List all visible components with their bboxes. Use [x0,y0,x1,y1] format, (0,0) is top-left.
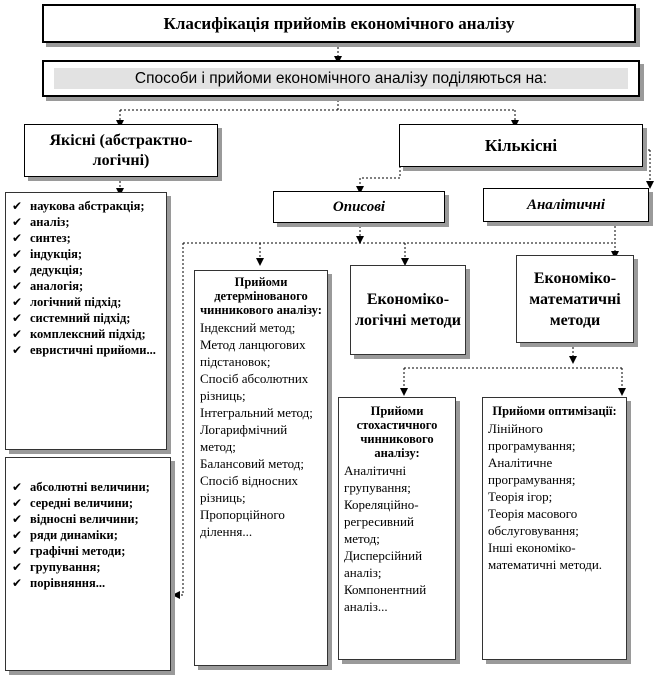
analytical-label: Аналітичні [526,196,606,213]
stochastic-list [344,462,450,615]
list-item: ✔ аналогія; [10,279,162,294]
list-item: Спосіб абсолютних різниць; [200,371,309,403]
qualitative-list-box [5,192,167,450]
list-item: Аналітичне програмування; [488,455,576,487]
list-item: Аналітичні групування; [344,463,411,495]
descriptive-list-box [5,457,171,671]
optimization-title: Прийоми оптимізації: [492,404,617,418]
stochastic-title: Прийоми стохастичного чинникового аналізу: [356,404,438,460]
subtitle-box [42,60,640,97]
list-item: ✔ ряди динаміки; [10,528,166,543]
deterministic-box [194,270,328,666]
econ-math-box [516,255,634,343]
deterministic-title: Прийоми детермінованого чинникового аналізу: [200,275,322,317]
list-item: ✔ аналіз; [10,215,162,230]
qualitative-box [24,124,218,177]
list-item: ✔ логічний підхід; [10,295,162,310]
stochastic-box [338,397,456,660]
list-item: Спосіб відносних різниць; [200,473,299,505]
list-item: Індексний метод; [200,320,296,335]
descriptive-list [10,480,166,591]
list-item: ✔ абсолютні величини; [10,480,166,495]
list-item: Компонентний аналіз... [344,582,427,614]
list-item: Балансовий метод; [200,456,304,471]
list-item: ✔ порівняння... [10,576,166,591]
list-item: ✔ комплексний підхід; [10,327,162,342]
page-title: Класифікація прийомів економічного аналізу [163,13,515,33]
list-item: ✔ наукова абстракція; [10,199,162,214]
list-item: Логарифмічний метод; [200,422,288,454]
title-box [42,4,636,43]
list-item: ✔ середні величини; [10,496,166,511]
list-item: Пропорційного ділення... [200,507,285,539]
list-item: ✔ дедукція; [10,263,162,278]
list-item: ✔ групування; [10,560,166,575]
econ-math-label: Економіко-математичні методи [529,269,621,329]
list-item: ✔ відносні величини; [10,512,166,527]
list-item: Дисперсійний аналіз; [344,548,423,580]
subtitle-text: Способи і прийоми економічного аналізу поділяються на: [54,68,628,89]
optimization-list [488,420,621,573]
list-item: Кореляційно-регресивний метод; [344,497,419,546]
list-item: ✔ графічні методи; [10,544,166,559]
list-item: Інші економіко-математичні методи. [488,540,603,572]
list-item: ✔ синтез; [10,231,162,246]
descriptive-box [273,191,445,223]
list-item: Теорія масового обслуговування; [488,506,579,538]
optimization-box [482,397,627,660]
econ-logic-box [350,265,466,355]
list-item: ✔ індукція; [10,247,162,262]
list-item: Інтегральний метод; [200,405,313,420]
list-item: Теорія ігор; [488,489,553,504]
list-item: ✔ системний підхід; [10,311,162,326]
qualitative-label: Якісні (абстрактно-логічні) [49,131,193,169]
deterministic-list [200,319,322,540]
list-item: Лінійного програмування; [488,421,576,453]
econ-logic-label: Економіко-логічні методи [355,291,461,329]
quantitative-box [399,124,643,167]
qualitative-list [10,199,162,358]
analytical-box [483,188,649,222]
quantitative-label: Кількісні [484,135,558,155]
list-item: ✔ евристичні прийоми... [10,343,162,358]
list-item: Метод ланцюгових підстановок; [200,337,306,369]
descriptive-label: Описові [332,198,386,215]
